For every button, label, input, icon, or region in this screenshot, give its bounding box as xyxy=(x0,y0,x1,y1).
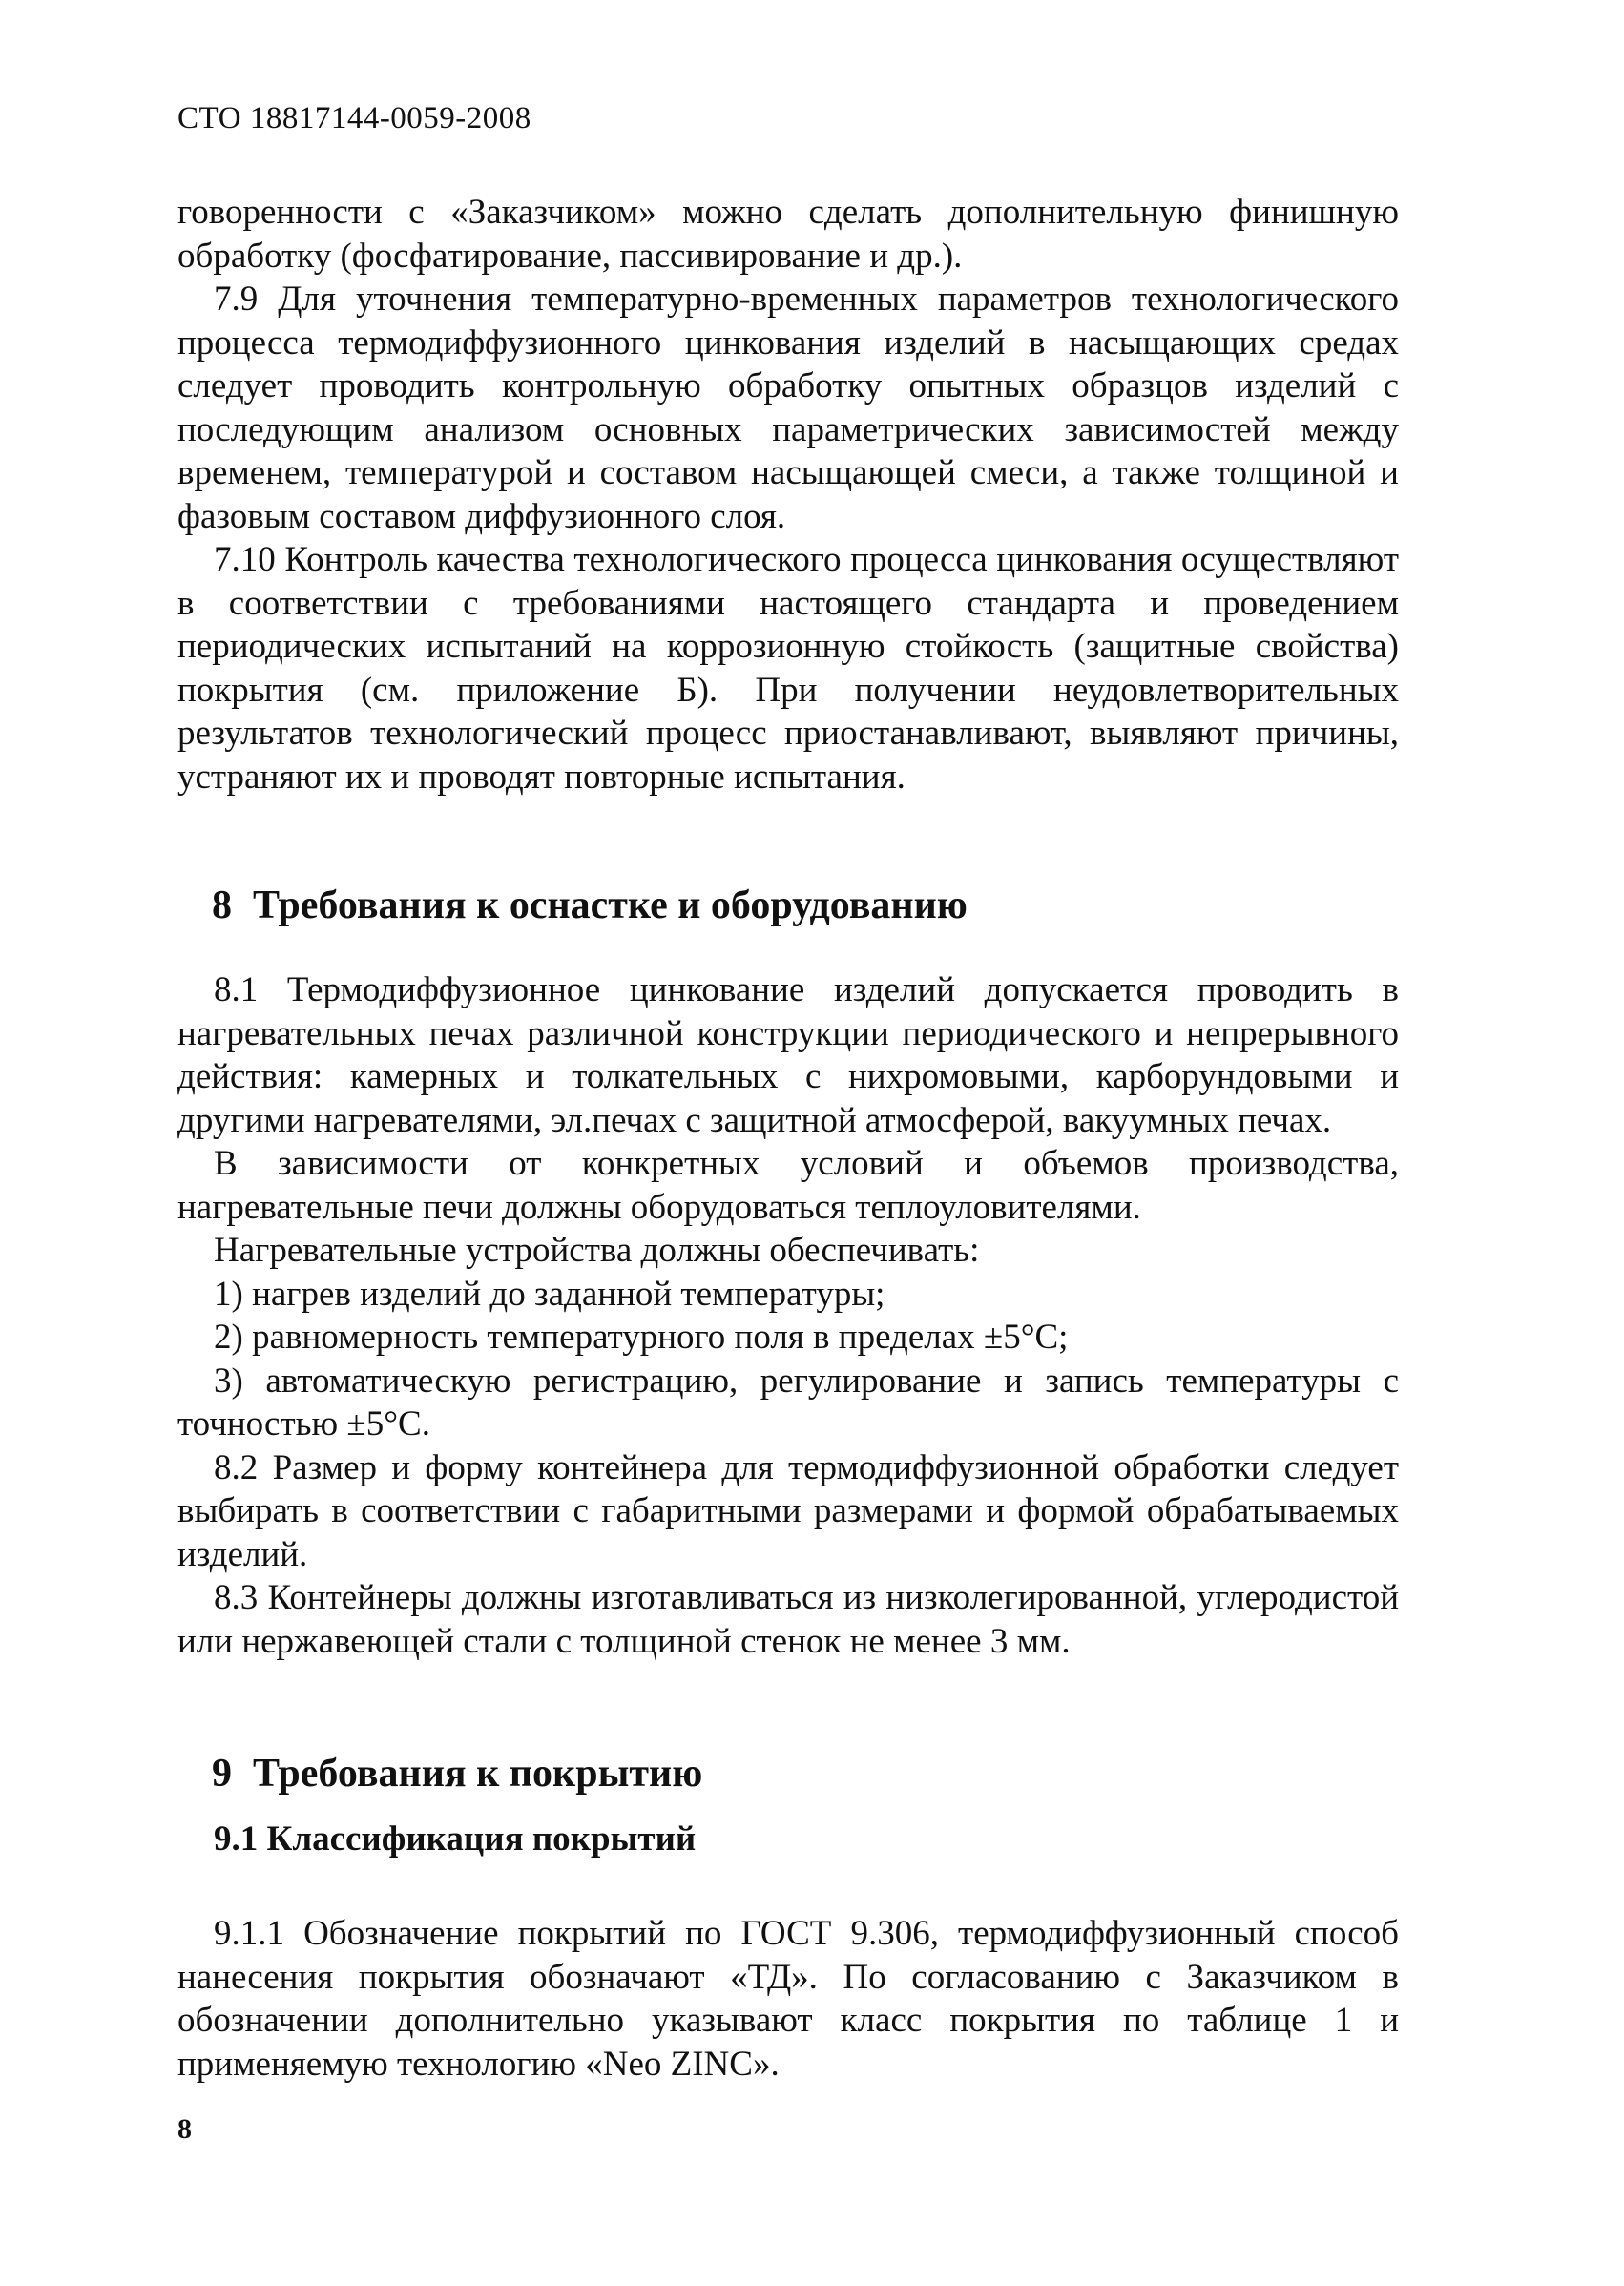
subsection-9-1-heading: 9.1 Классификация покрытий xyxy=(214,1819,697,1859)
document-body xyxy=(177,191,1399,2086)
section-8-title: Требования к оснастке и оборудованию xyxy=(253,883,968,927)
paragraph-8-3: 8.3 Контейнеры должны изготавливаться из низколегированной, углеродистой или нержавеющей стали с толщиной стенок не менее 3 мм. xyxy=(177,1578,1399,1661)
paragraph-7-10: 7.10 Контроль качества технологического процесса цинкования осуществляют в соответствии с требованиями настоящего стандарта и проведением периодических испытаний на коррозионную стойкость (защитные свойства) покрытия (см. приложение Б). При получении неудовлетворительных результатов технологический процесс приостанавливают, выявляют причины, устраняют их и проводят повторные испытания. xyxy=(177,540,1399,797)
page-number: 8 xyxy=(177,2113,192,2145)
section-9-title: Требования к покрытию xyxy=(253,1752,703,1796)
section-9-heading xyxy=(177,1749,1399,1798)
paragraph-8-1-devices: Нагревательные устройства должны обеспечивать: xyxy=(214,1231,980,1270)
paragraph-7-9: 7.9 Для уточнения температурно-временных параметров технологического процесса термодиффузионного цинкования изделий в насыщающих средах следует проводить контрольную обработку опытных образцов изделий с последующим анализом основных параметрических зависимостей между временем, температурой и составом насыщающей смеси, а также толщиной и фазовым составом диффузионного слоя. xyxy=(177,280,1399,536)
list-item-1: 1) нагрев изделий до заданной температуры; xyxy=(214,1274,885,1314)
paragraph-9-1-1: 9.1.1 Обозначение покрытий по ГОСТ 9.306, термодиффузионный способ нанесения покрытия обозначают «ТД». По согласованию с Заказчиком в обозначении дополнительно указывают класс покрытия по таблице 1 и применяемую технологию «Neo ZINC». xyxy=(177,1914,1399,2084)
paragraph-8-1: 8.1 Термодиффузионное цинкование изделий допускается проводить в нагревательных печах различной конструкции периодического и непрерывного действия: камерных и толкательных с нихромовыми, карборундовыми и другими нагревателями, эл.печах с защитной атмосферой, вакуумных печах. xyxy=(177,970,1399,1140)
paragraph-8-2: 8.2 Размер и форму контейнера для термодиффузионной обработки следует выбирать в соответствии с габаритными размерами и формой обрабатываемых изделий. xyxy=(177,1447,1399,1574)
document-code-header: СТО 18817144-0059-2008 xyxy=(177,101,531,135)
list-item-3: 3) автоматическую регистрацию, регулирование и запись температуры с точностью ±5°С. xyxy=(177,1361,1399,1444)
section-8-number: 8 xyxy=(212,883,232,927)
paragraph-8-1-dependence: В зависимости от конкретных условий и объемов производства, нагревательные печи должны оборудоваться теплоуловителями. xyxy=(177,1144,1399,1227)
section-9-number: 9 xyxy=(212,1752,232,1796)
paragraph-continuation: говоренности с «Заказчиком» можно сделать дополнительную финишную обработку (фосфатирование, пассивирование и др.). xyxy=(177,193,1399,276)
list-item-2: 2) равномерность температурного поля в пределах ±5°С; xyxy=(214,1318,1069,1357)
section-8-heading xyxy=(177,881,1399,930)
